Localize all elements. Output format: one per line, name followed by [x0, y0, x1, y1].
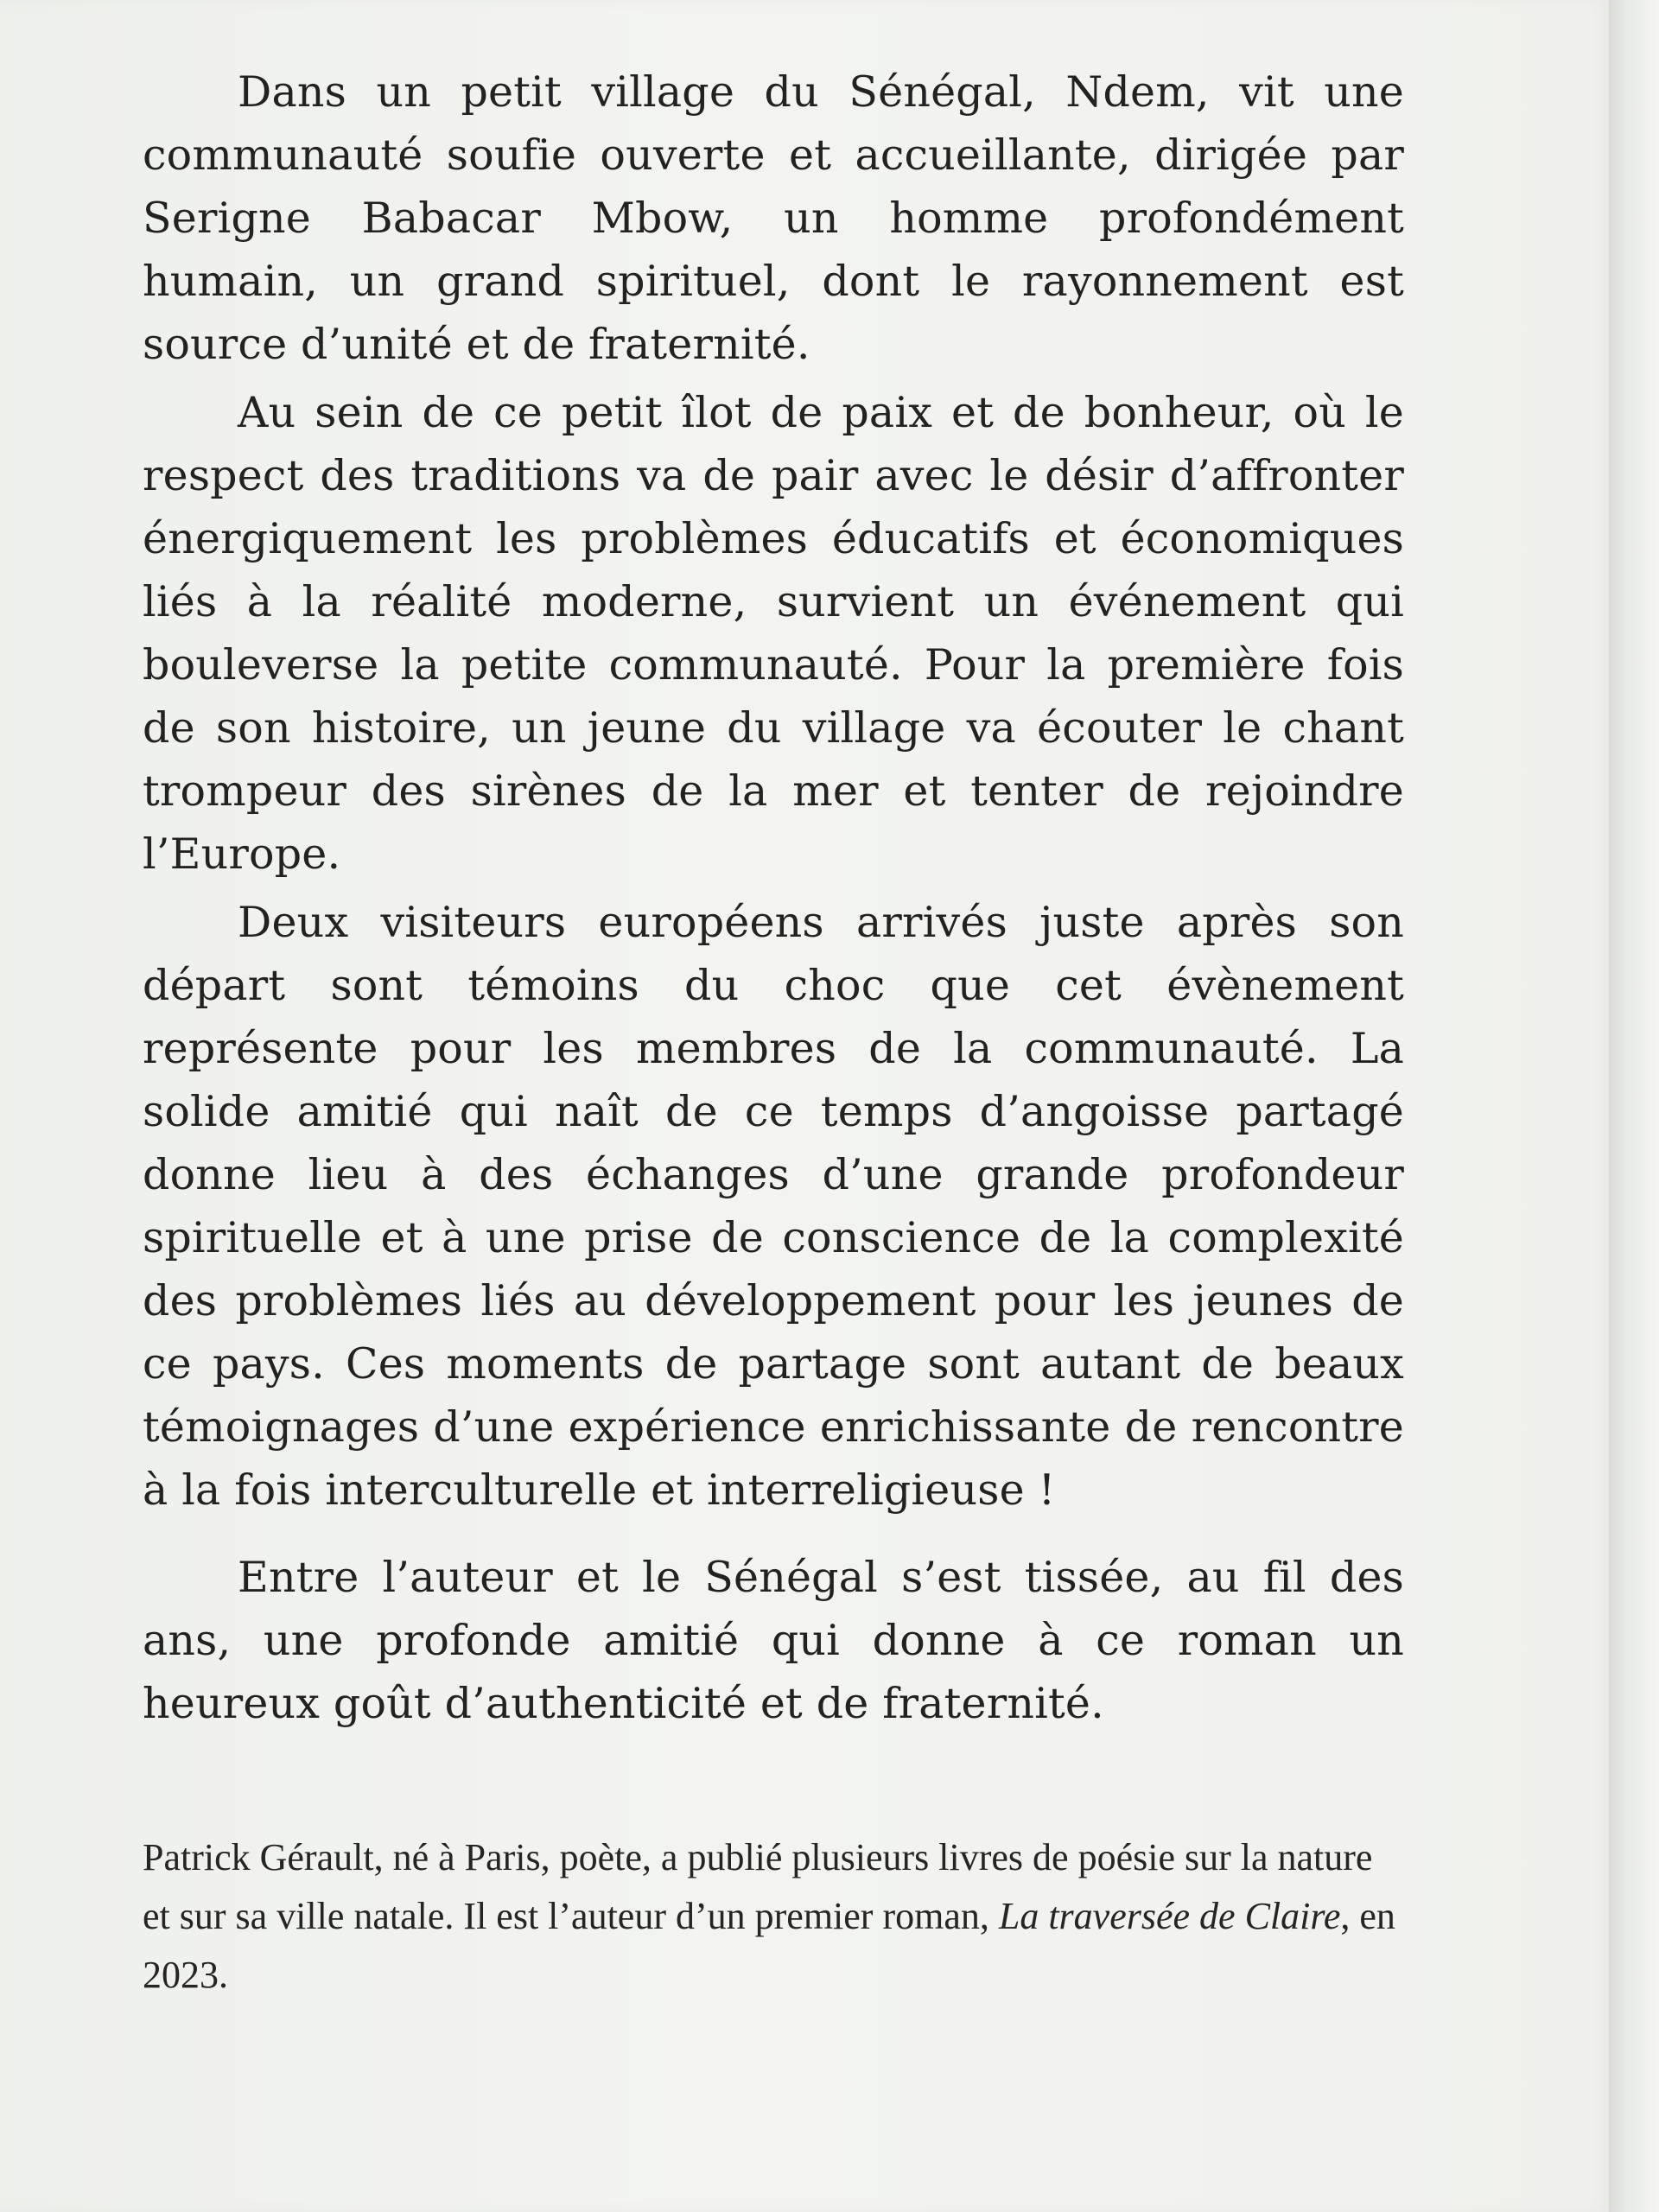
blurb-paragraph-1: Dans un petit village du Sénégal, Ndem, vit une communauté soufie ouverte et accueillante, dirigée par Serigne Babacar Mbow, un homme profondément humain, un grand spirituel, dont le rayonnement est source d’unité et de fraternité. — [143, 67, 1404, 369]
author-bio — [143, 1828, 1404, 2005]
blurb-paragraph-4: Entre l’auteur et le Sénégal s’est tissée, au fil des ans, une profonde amitié qui donne à ce roman un heureux goût d’authenticité et de fraternité. — [143, 1553, 1404, 1728]
previous-book-title: La traversée de Claire — [998, 1895, 1341, 1937]
blurb-paragraph-2: Au sein de ce petit îlot de paix et de bonheur, où le respect des traditions va de pair avec le désir d’affronter énergiquement les problèmes éducatifs et économiques liés à la réalité moderne, survient un événement qui bouleverse la petite communauté. Pour la première fois de son histoire, un jeune du village va écouter le chant trompeur des sirènes de la mer et tenter de rejoindre l’Europe. — [143, 388, 1404, 879]
blurb-text-block — [143, 60, 1404, 2043]
blurb-paragraph-3: Deux visiteurs européens arrivés juste après son départ sont témoins du choc que cet évènement représente pour les membres de la communauté. La solide amitié qui naît de ce temps d’angoisse partagé donne lieu à des échanges d’une grande profondeur spirituelle et à une prise de conscience de la complexité des problèmes liés au développement pour les jeunes de ce pays. Ces moments de partage sont autant de beaux témoignages d’une expérience enrichissante de rencontre à la fois interculturelle et interreligieuse ! — [143, 898, 1404, 1515]
author-bio-text-before-title: Patrick Gérault, né à Paris, poète, a publié plusieurs livres de poésie sur la nature et sur sa ville natale. Il est l’auteur d’un premier roman, — [143, 1836, 1373, 1937]
page-edge — [1609, 0, 1659, 2212]
author-bio-text-after-title: , en 2023. — [143, 1895, 1395, 1996]
